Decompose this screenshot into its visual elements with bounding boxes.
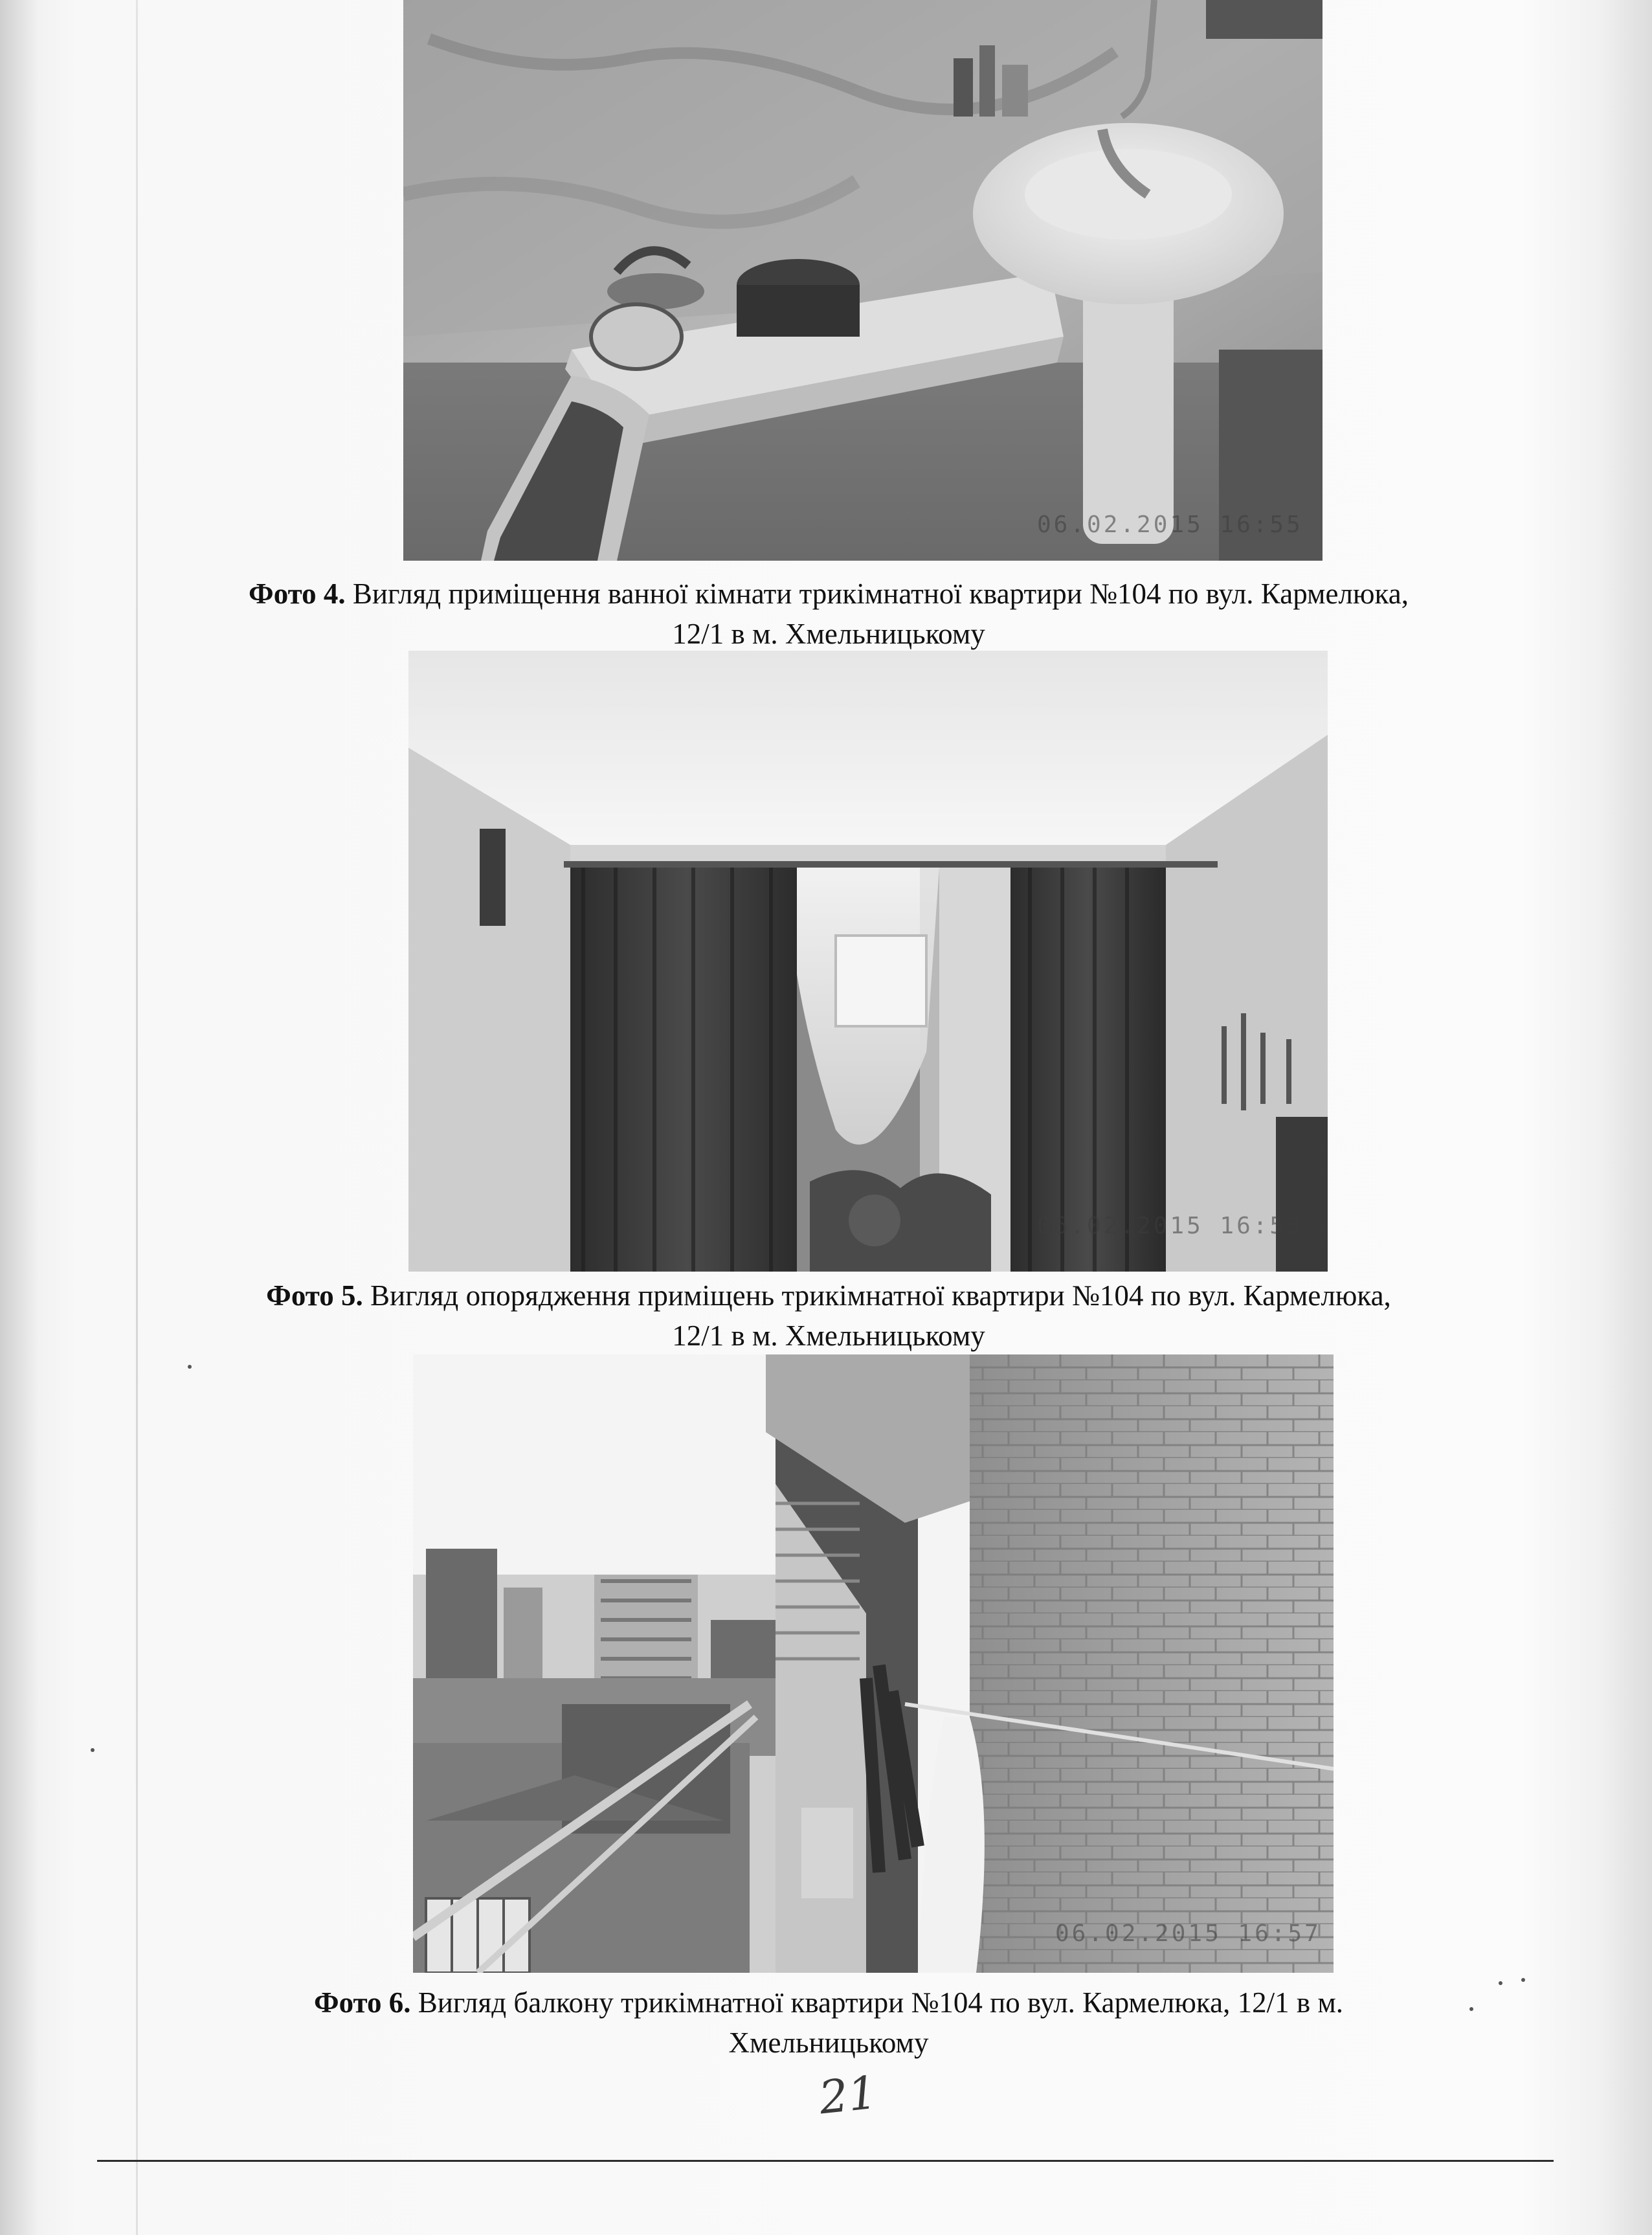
- bottom-rule: [97, 2160, 1554, 2162]
- photo-4-bathroom: [403, 0, 1323, 561]
- bathroom-illustration: [403, 0, 1323, 561]
- scan-speck: [91, 1748, 95, 1752]
- scan-speck: [188, 1365, 192, 1369]
- scan-fold-shadow: [136, 0, 138, 2235]
- photo-5-caption-line1: [168, 1275, 1489, 1316]
- photo-4-timestamp: 06.02.2015 16:55: [1037, 511, 1303, 538]
- photo-4-caption-text: Вигляд приміщення ванної кімнати трикімнатної квартири №104 по вул. Кармелюка,: [352, 578, 1409, 610]
- photo-6-caption: [168, 1982, 1489, 2063]
- photo-4-caption-line1: [168, 574, 1489, 614]
- photo-6-caption-line1: [168, 1982, 1489, 2023]
- photo-5-room-finish: [408, 651, 1328, 1272]
- scan-speck: [1499, 1981, 1502, 1985]
- photo-6-timestamp: 06.02.2015 16:57: [1055, 1920, 1321, 1947]
- scan-speck: [1521, 1978, 1525, 1982]
- room-illustration: [408, 651, 1328, 1272]
- photo-5-caption-label: Фото 5.: [266, 1279, 363, 1312]
- photo-5-caption: [168, 1275, 1489, 1356]
- photo-5-timestamp: 06.02.2015 16:53: [1037, 1213, 1303, 1239]
- photo-5-caption-text: Вигляд опорядження приміщень трикімнатної квартири №104 по вул. Кармелюка,: [370, 1279, 1391, 1312]
- photo-6-caption-line2: Хмельницькому: [728, 2027, 929, 2059]
- photo-6-caption-text: Вигляд балкону трикімнатної квартири №104 по вул. Кармелюка, 12/1 в м.: [418, 1986, 1344, 2019]
- photo-6-balcony: [413, 1354, 1334, 1973]
- photo-4-caption-label: Фото 4.: [249, 578, 346, 610]
- photo-4-caption: [168, 574, 1489, 654]
- photo-5-caption-line2: 12/1 в м. Хмельницькому: [672, 1320, 985, 1352]
- scan-speck: [1469, 2007, 1473, 2011]
- photo-6-caption-label: Фото 6.: [313, 1986, 411, 2019]
- photo-4-caption-line2: 12/1 в м. Хмельницькому: [672, 618, 985, 650]
- handwritten-page-number: 21: [816, 2065, 880, 2125]
- balcony-illustration: [413, 1354, 1334, 1973]
